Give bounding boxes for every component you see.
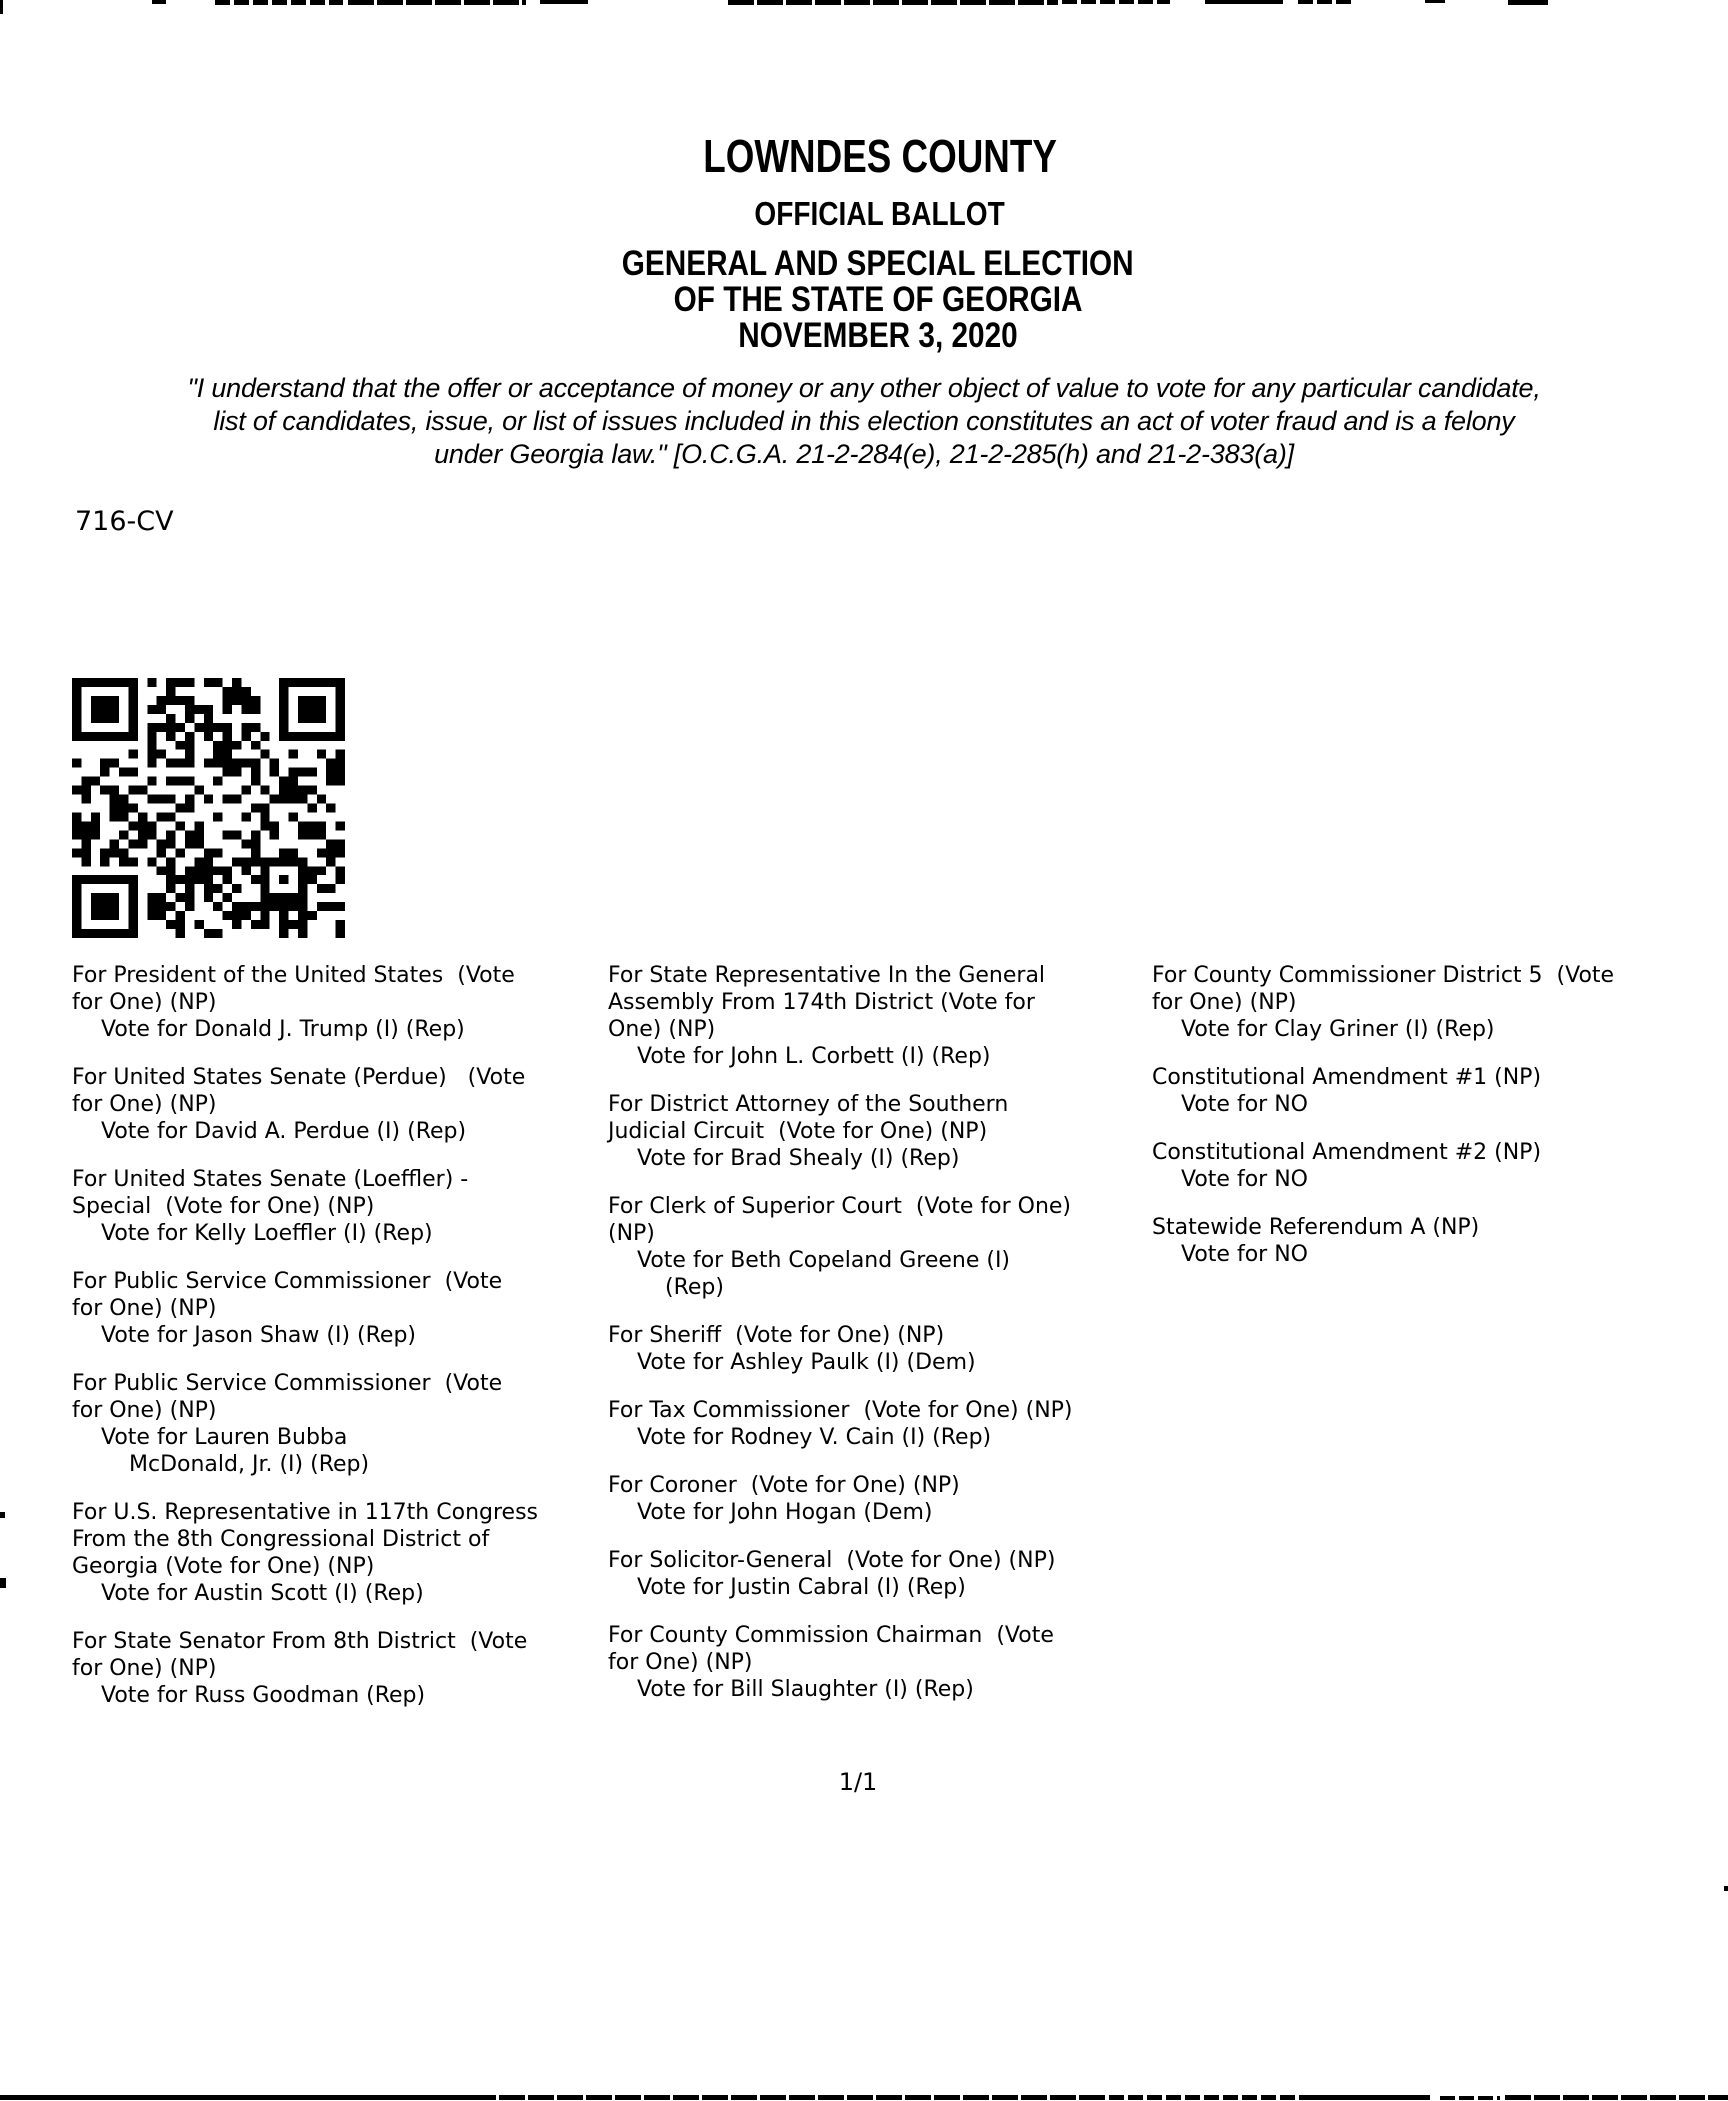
contest-line: For Solicitor-General (Vote for One) (NP) <box>608 1548 1056 1573</box>
contest-entry <box>72 1370 607 1478</box>
contest-entry <box>72 1628 607 1709</box>
contest-line: Vote for Clay Griner (I) (Rep) <box>1181 1017 1495 1042</box>
scan-artifact <box>0 1512 5 1518</box>
page-number: 1/1 <box>838 1768 878 1796</box>
scan-artifact <box>1090 2095 1300 2100</box>
election-title-line <box>0 246 1728 282</box>
contest-line: for One) (NP) <box>72 1656 217 1681</box>
contest-line: Vote for Beth Copeland Greene (I) <box>637 1248 1011 1273</box>
contest-line: For President of the United States (Vote <box>72 963 515 988</box>
contest-line: For Clerk of Superior Court (Vote for One) <box>608 1194 1071 1219</box>
scan-artifact <box>728 0 1058 5</box>
county-title <box>0 132 1728 180</box>
contest-line: Vote for John L. Corbett (I) (Rep) <box>637 1044 991 1069</box>
qr-code <box>72 678 345 938</box>
scan-artifact <box>0 2095 470 2100</box>
contest-entry <box>72 962 607 1043</box>
contest-line: Vote for Kelly Loeffler (I) (Rep) <box>101 1221 433 1246</box>
contest-column-3 <box>1152 962 1728 1289</box>
contest-line: Special (Vote for One) (NP) <box>72 1194 375 1219</box>
contest-entry <box>608 1193 1150 1301</box>
ballot-style-code: 716-CV <box>75 506 174 537</box>
contest-line: Georgia (Vote for One) (NP) <box>72 1554 375 1579</box>
scan-artifact <box>152 0 166 4</box>
contest-line: for One) (NP) <box>1152 990 1297 1015</box>
contest-line: For Coroner (Vote for One) (NP) <box>608 1473 960 1498</box>
contest-column-1 <box>72 962 607 1730</box>
scan-artifact <box>1440 2096 1500 2100</box>
contest-line: for One) (NP) <box>72 1092 217 1117</box>
contest-line: Vote for Lauren Bubba <box>101 1425 348 1450</box>
contest-line: Vote for David A. Perdue (I) (Rep) <box>101 1119 467 1144</box>
contest-line: Vote for Justin Cabral (I) (Rep) <box>637 1575 966 1600</box>
election-line-2: OF THE STATE OF GEORGIA <box>673 280 1082 319</box>
scan-artifact <box>1508 0 1548 5</box>
contest-line: For County Commission Chairman (Vote <box>608 1623 1054 1648</box>
contest-line: For Public Service Commissioner (Vote <box>72 1269 503 1294</box>
scan-artifact <box>1425 0 1445 3</box>
contest-entry <box>608 1322 1150 1376</box>
contest-entry <box>608 1397 1150 1451</box>
scan-artifact <box>1724 1886 1728 1891</box>
contest-line: For Tax Commissioner (Vote for One) (NP) <box>608 1398 1073 1423</box>
scan-artifact <box>348 0 526 5</box>
scan-artifact <box>1298 0 1354 4</box>
contest-entry <box>608 1622 1150 1703</box>
contest-entry <box>608 1091 1150 1172</box>
contest-line: Statewide Referendum A (NP) <box>1152 1215 1480 1240</box>
fraud-disclaimer <box>0 372 1728 471</box>
election-line-1: GENERAL AND SPECIAL ELECTION <box>621 244 1134 283</box>
scan-artifact <box>1505 2095 1728 2100</box>
contest-entry <box>1152 1139 1728 1193</box>
scan-artifact <box>0 0 3 14</box>
contest-line: Vote for Ashley Paulk (I) (Dem) <box>637 1350 976 1375</box>
contest-line: For U.S. Representative in 117th Congress <box>72 1500 538 1525</box>
contest-line: For State Representative In the General <box>608 963 1046 988</box>
fraud-disclaimer-line: list of candidates, issue, or list of issues included in this election constitutes an act of voter fraud and is a felony <box>213 406 1515 436</box>
contest-line: For District Attorney of the Southern <box>608 1092 1009 1117</box>
contest-entry <box>72 1166 607 1247</box>
election-title-line <box>0 282 1728 318</box>
contest-entry <box>1152 1064 1728 1118</box>
election-line-3: NOVEMBER 3, 2020 <box>737 316 1018 355</box>
contest-entry <box>1152 962 1728 1043</box>
scan-artifact <box>215 0 343 5</box>
contest-line: (Rep) <box>665 1275 724 1300</box>
contest-line: Vote for Jason Shaw (I) (Rep) <box>101 1323 417 1348</box>
election-title-line <box>0 318 1728 354</box>
contest-line: Vote for Russ Goodman (Rep) <box>101 1683 426 1708</box>
contest-line: For State Senator From 8th District (Vote <box>72 1629 528 1654</box>
contest-line: for One) (NP) <box>72 1398 217 1423</box>
contest-line: One) (NP) <box>608 1017 716 1042</box>
contest-entry <box>608 1547 1150 1601</box>
scan-artifact <box>0 1578 6 1588</box>
contest-line: McDonald, Jr. (I) (Rep) <box>129 1452 370 1477</box>
contest-entry <box>608 962 1150 1070</box>
contest-line: Vote for NO <box>1181 1092 1308 1117</box>
scan-artifact <box>1062 0 1170 4</box>
qr-code-image <box>72 678 345 938</box>
contest-line: Vote for Brad Shealy (I) (Rep) <box>637 1146 960 1171</box>
scan-artifact <box>540 0 588 4</box>
contest-line: for One) (NP) <box>72 990 217 1015</box>
contest-line: Constitutional Amendment #2 (NP) <box>1152 1140 1542 1165</box>
scan-artifact <box>1300 2095 1430 2100</box>
contest-line: for One) (NP) <box>608 1650 753 1675</box>
contest-line: Vote for Donald J. Trump (I) (Rep) <box>101 1017 465 1042</box>
contest-entry <box>72 1268 607 1349</box>
contest-line: Vote for John Hogan (Dem) <box>637 1500 933 1525</box>
contest-entry <box>72 1064 607 1145</box>
scan-artifact <box>470 2095 1090 2100</box>
contest-line: Assembly From 174th District (Vote for <box>608 990 1035 1015</box>
contest-entry <box>1152 1214 1728 1268</box>
contest-line: Vote for NO <box>1181 1167 1308 1192</box>
contest-line: For Sheriff (Vote for One) (NP) <box>608 1323 945 1348</box>
fraud-disclaimer-line: "I understand that the offer or acceptance of money or any other object of value to vote for any particular candidate, <box>187 373 1541 403</box>
contest-line: Constitutional Amendment #1 (NP) <box>1152 1065 1542 1090</box>
ballot-subtitle <box>0 196 1728 232</box>
contest-line: Vote for NO <box>1181 1242 1308 1267</box>
contest-column-2 <box>608 962 1150 1724</box>
contest-line: Judicial Circuit (Vote for One) (NP) <box>608 1119 988 1144</box>
contest-line: From the 8th Congressional District of <box>72 1527 490 1552</box>
scan-artifact <box>1205 0 1283 4</box>
contest-line: For United States Senate (Loeffler) - <box>72 1167 469 1192</box>
contest-line: (NP) <box>608 1221 655 1246</box>
contest-line: Vote for Austin Scott (I) (Rep) <box>101 1581 424 1606</box>
contest-line: for One) (NP) <box>72 1296 217 1321</box>
contest-line: For United States Senate (Perdue) (Vote <box>72 1065 526 1090</box>
contest-entry <box>72 1499 607 1607</box>
fraud-disclaimer-line: under Georgia law." [O.C.G.A. 21-2-284(e), 21-2-285(h) and 21-2-383(a)] <box>434 439 1294 469</box>
ballot-subtitle-text: OFFICIAL BALLOT <box>754 195 1005 232</box>
contest-line: Vote for Rodney V. Cain (I) (Rep) <box>637 1425 992 1450</box>
election-title <box>0 246 1728 354</box>
county-title-text: LOWNDES COUNTY <box>703 130 1057 182</box>
contest-line: For County Commissioner District 5 (Vote <box>1152 963 1615 988</box>
contest-line: Vote for Bill Slaughter (I) (Rep) <box>637 1677 974 1702</box>
contest-entry <box>608 1472 1150 1526</box>
contest-line: For Public Service Commissioner (Vote <box>72 1371 503 1396</box>
